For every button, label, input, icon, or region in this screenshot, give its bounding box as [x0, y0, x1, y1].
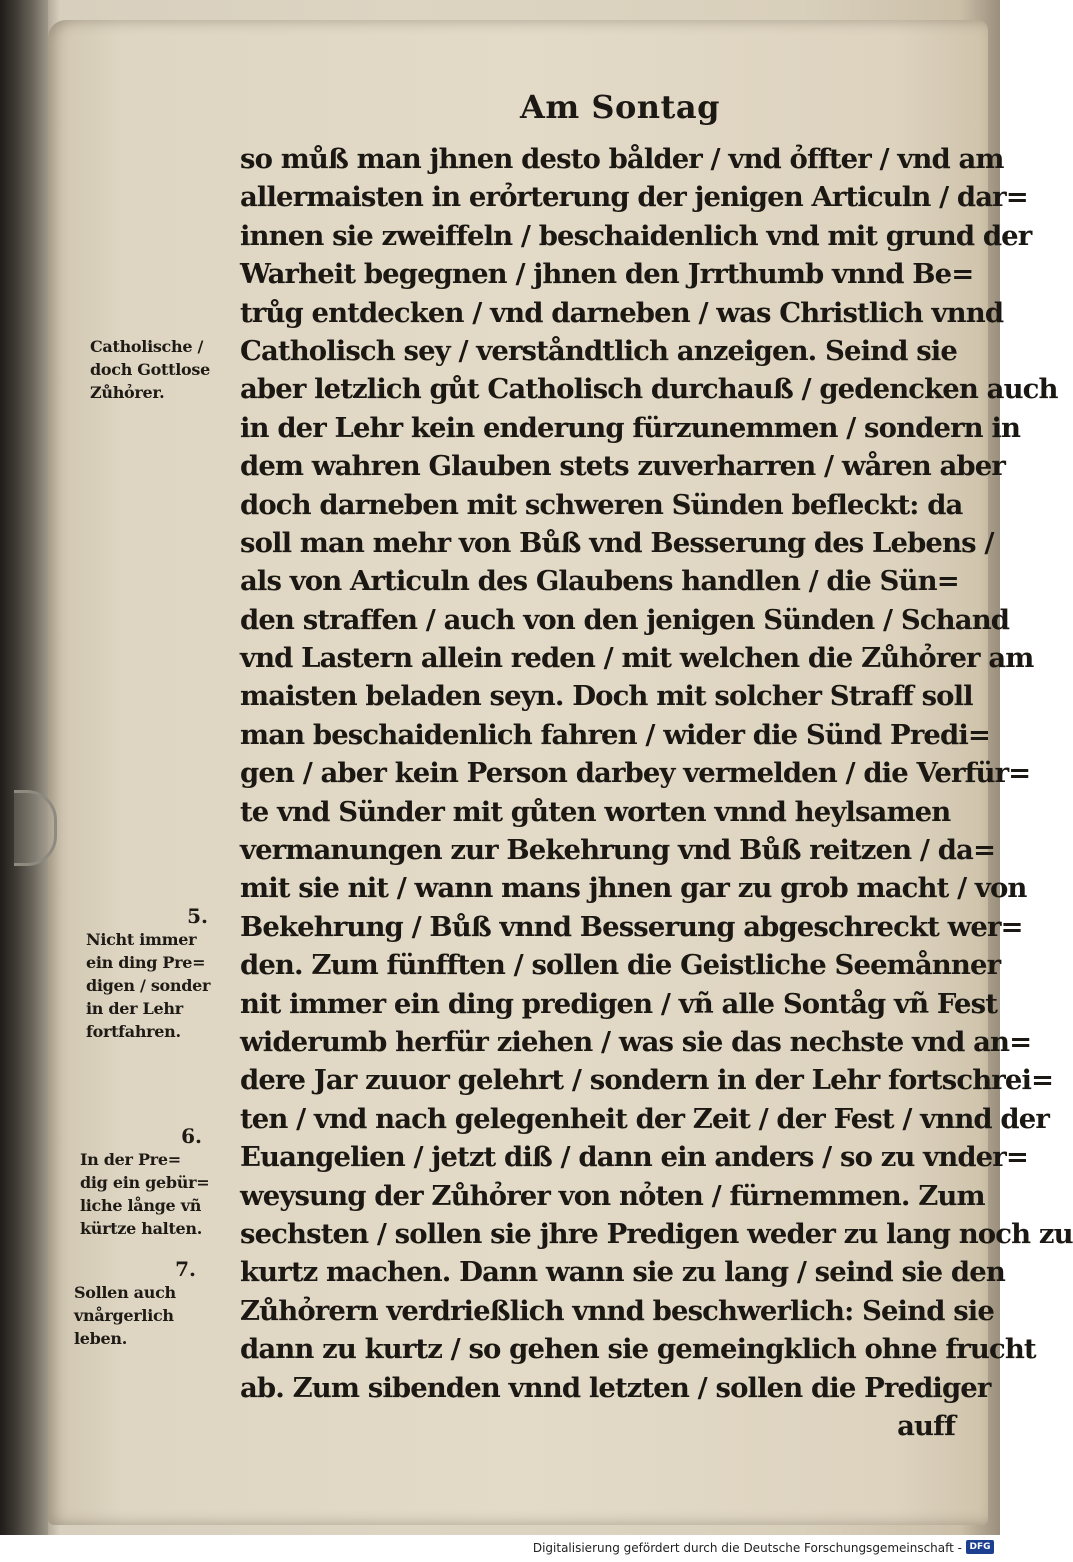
text-line: vnd Lastern allein reden / mit welchen die Zůhỏrer am: [240, 642, 1034, 675]
margin-note-6: [80, 1125, 230, 1240]
text-line: gen / aber kein Person darbey vermelden / die Verfür=: [240, 757, 1031, 790]
margin-note-line: liche långe vñ: [80, 1196, 202, 1215]
text-line: den. Zum fünfften / sollen die Geistliche Seemånner: [240, 949, 1001, 982]
text-line: als von Articuln des Glaubens handlen / die Sün=: [240, 565, 959, 598]
margin-note-line: Zůhỏrer.: [90, 383, 165, 402]
margin-note-line: dig ein gebür=: [80, 1173, 210, 1192]
margin-note-number: 7.: [175, 1257, 196, 1281]
text-line: so můß man jhnen desto bålder / vnd ỏffter / vnd am: [240, 143, 1004, 175]
margin-note-line: doch Gottlose: [90, 360, 210, 379]
funding-notice: Digitalisierung gefördert durch die Deutsche Forschungsgemeinschaft -: [532, 1541, 962, 1555]
text-line: soll man mehr von Bůß vnd Besserung des Lebens /: [240, 526, 994, 559]
text-line: innen sie zweiffeln / beschaidenlich vnd mit grund der: [240, 219, 1032, 252]
margin-note-line: Sollen auch: [74, 1283, 176, 1302]
text-line: Euangelien / jetzt diß / dann ein anders / so zu vnder=: [240, 1141, 1029, 1174]
main-text-block: [240, 140, 1073, 1445]
text-line: weysung der Zůhỏrer von nỏten / fürnemmen. Zum: [240, 1179, 985, 1212]
text-line: dann zu kurtz / so gehen sie gemeingklich ohne frucht: [240, 1333, 1036, 1366]
text-line: maisten beladen seyn. Doch mit solcher Straff soll: [240, 680, 973, 713]
margin-note-line: vnårgerlich: [74, 1306, 174, 1325]
text-line: aber letzlich gůt Catholisch durchauß / gedencken auch: [240, 373, 1058, 406]
margin-note-line: Catholische /: [90, 337, 204, 356]
margin-note-number: 6.: [181, 1124, 202, 1148]
text-line: dem wahren Glauben stets zuverharren / wåren aber: [240, 450, 1005, 483]
margin-note-number: 5.: [187, 904, 208, 928]
text-line: den straffen / auch von den jenigen Sünden / Schand: [240, 603, 1010, 636]
margin-note-7: [74, 1258, 224, 1350]
margin-note-line: in der Lehr: [86, 999, 183, 1018]
text-line: Catholisch sey / verståndtlich anzeigen. Seind sie: [240, 334, 957, 367]
margin-note-line: leben.: [74, 1329, 128, 1348]
margin-note-5: [86, 905, 236, 1043]
footer-bar: [0, 1535, 1000, 1562]
text-line: man beschaidenlich fahren / wider die Sünd Predi=: [240, 718, 991, 751]
margin-note-line: In der Pre=: [80, 1150, 181, 1169]
margin-note-line: kürtze halten.: [80, 1219, 203, 1238]
text-line: widerumb herfür ziehen / was sie das nechste vnd an=: [240, 1025, 1032, 1058]
margin-note-catholic: [90, 335, 240, 404]
text-line: kurtz machen. Dann wann sie zu lang / seind sie den: [240, 1256, 1005, 1289]
text-line: in der Lehr kein enderung fürzunemmen / sondern in: [240, 411, 1021, 444]
text-line: Zůhỏrern verdrießlich vnnd beschwerlich: Seind sie: [240, 1294, 994, 1327]
dfg-logo: DFG: [966, 1540, 994, 1554]
book-edge: [0, 0, 48, 1535]
margin-note-line: Nicht immer: [86, 930, 197, 949]
text-line: trůg entdecken / vnd darneben / was Christlich vnnd: [240, 296, 1004, 329]
text-line: doch darneben mit schweren Sünden befleckt: da: [240, 488, 963, 521]
text-line: Warheit begegnen / jhnen den Jrrthumb vnnd Be=: [240, 258, 974, 291]
margin-note-line: fortfahren.: [86, 1022, 181, 1041]
text-line: sechsten / sollen sie jhre Predigen weder zu lang noch zu: [240, 1217, 1073, 1250]
margin-note-line: ein ding Pre=: [86, 953, 206, 972]
text-line: mit sie nit / wann mans jhnen gar zu grob macht / von: [240, 872, 1027, 905]
text-line: allermaisten in erỏrterung der jenigen Articuln / dar=: [240, 181, 1028, 214]
margin-note-line: digen / sonder: [86, 976, 211, 995]
text-line: auff: [897, 1409, 955, 1442]
text-line: ab. Zum sibenden vnnd letzten / sollen die Prediger: [240, 1371, 991, 1404]
text-line: dere Jar zuuor gelehrt / sondern in der Lehr fortschrei=: [240, 1064, 1054, 1097]
text-line: te vnd Sünder mit gůten worten vnnd heylsamen: [240, 795, 951, 828]
text-line: nit immer ein ding predigen / vñ alle Sontåg vñ Fest: [240, 987, 997, 1020]
text-line: ten / vnd nach gelegenheit der Zeit / der Fest / vnnd der: [240, 1102, 1049, 1135]
text-line: vermanungen zur Bekehrung vnd Bůß reitzen / da=: [240, 834, 996, 867]
running-header: Am Sontag: [520, 88, 720, 126]
text-line: Bekehrung / Bůß vnnd Besserung abgeschreckt wer=: [240, 910, 1023, 943]
